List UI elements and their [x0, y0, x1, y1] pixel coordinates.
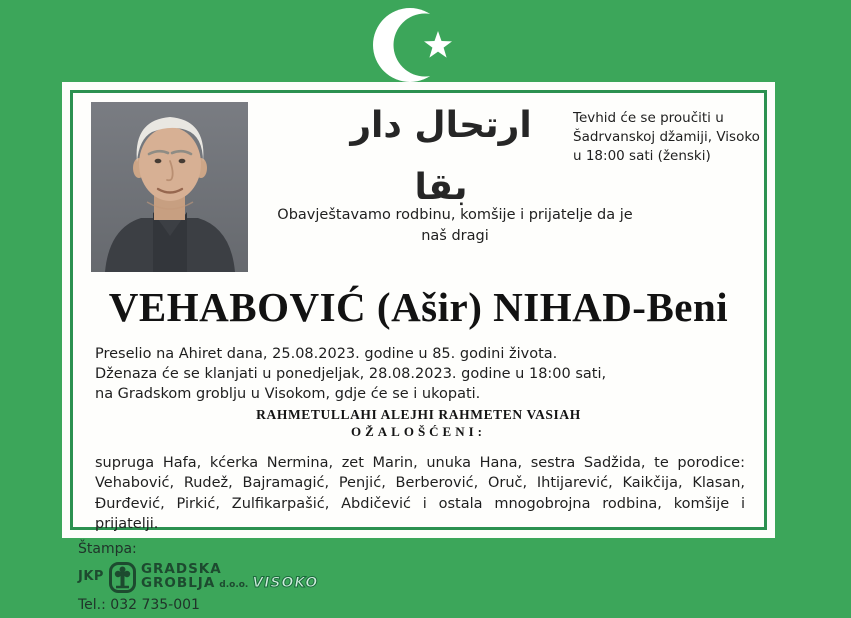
- company-name-line-1: GRADSKA: [140, 561, 222, 577]
- printer-logo-row: [78, 561, 378, 593]
- company-suffix: d.o.o.: [219, 580, 249, 591]
- death-details-line-2: Dženaza će se klanjati u ponedjeljak, 28.08.2023. godine u 18:00 sati,: [95, 366, 607, 382]
- tevhid-line-1: Tevhid će se proučiti u: [573, 110, 724, 126]
- tevhid-note: [573, 109, 763, 166]
- death-details: [95, 344, 715, 404]
- deceased-name: VEHABOVIĆ (Ašir) NIHAD-Beni: [108, 284, 729, 330]
- card-inner-border: [70, 90, 767, 530]
- obituary-card: [62, 82, 775, 538]
- mourners-label: OŽALOŠĆENI:: [350, 424, 487, 439]
- company-name-line-2: GROBLJA: [140, 575, 216, 592]
- announcement: [205, 205, 705, 247]
- arabic-calligraphy: ارتحال دار بقا: [350, 105, 532, 208]
- gradska-groblja-logo-icon: [109, 562, 136, 593]
- mourners-text: supruga Hafa, kćerka Nermina, zet Marin, unuka Hana, sestra Sadžida, te porodice: Vehabović, Rudež, Bajramagić, Penjić, Berberović, Oruč, Ihtijarević, Kaikčija, Klasan, Đurđević, Pirkić, Zulfikarpašić, Abdičević i ostala mnogobrojna rodbina, komšije i prijatelji.: [95, 455, 745, 532]
- announcement-line-2: naš dragi: [421, 228, 489, 245]
- company-city: VISOKO: [252, 575, 319, 592]
- footer: [78, 541, 378, 613]
- announcement-line-1: Obavještavamo rodbinu, komšije i prijatelje da je: [277, 207, 633, 223]
- printed-by-label: Štampa:: [78, 541, 137, 557]
- death-details-line-1: Preselio na Ahiret dana, 25.08.2023. godine u 85. godini života.: [95, 346, 558, 362]
- death-details-line-3: na Gradskom groblju u Visokom, gdje će se i ukopati.: [95, 386, 481, 402]
- phone-number: Tel.: 032 735-001: [78, 597, 200, 613]
- company-prefix: JKP: [78, 569, 104, 584]
- company-name: [141, 561, 318, 591]
- tevhid-line-2: Šadrvanskoj džamiji, Visoko: [573, 129, 760, 146]
- tevhid-line-3: u 18:00 sati (ženski): [573, 148, 711, 165]
- prayer-line: RAHMETULLAHI ALEJHI RAHMETEN VASIAH: [256, 407, 581, 422]
- prayer-block: [73, 407, 764, 440]
- crescent-star-icon: [366, 4, 476, 86]
